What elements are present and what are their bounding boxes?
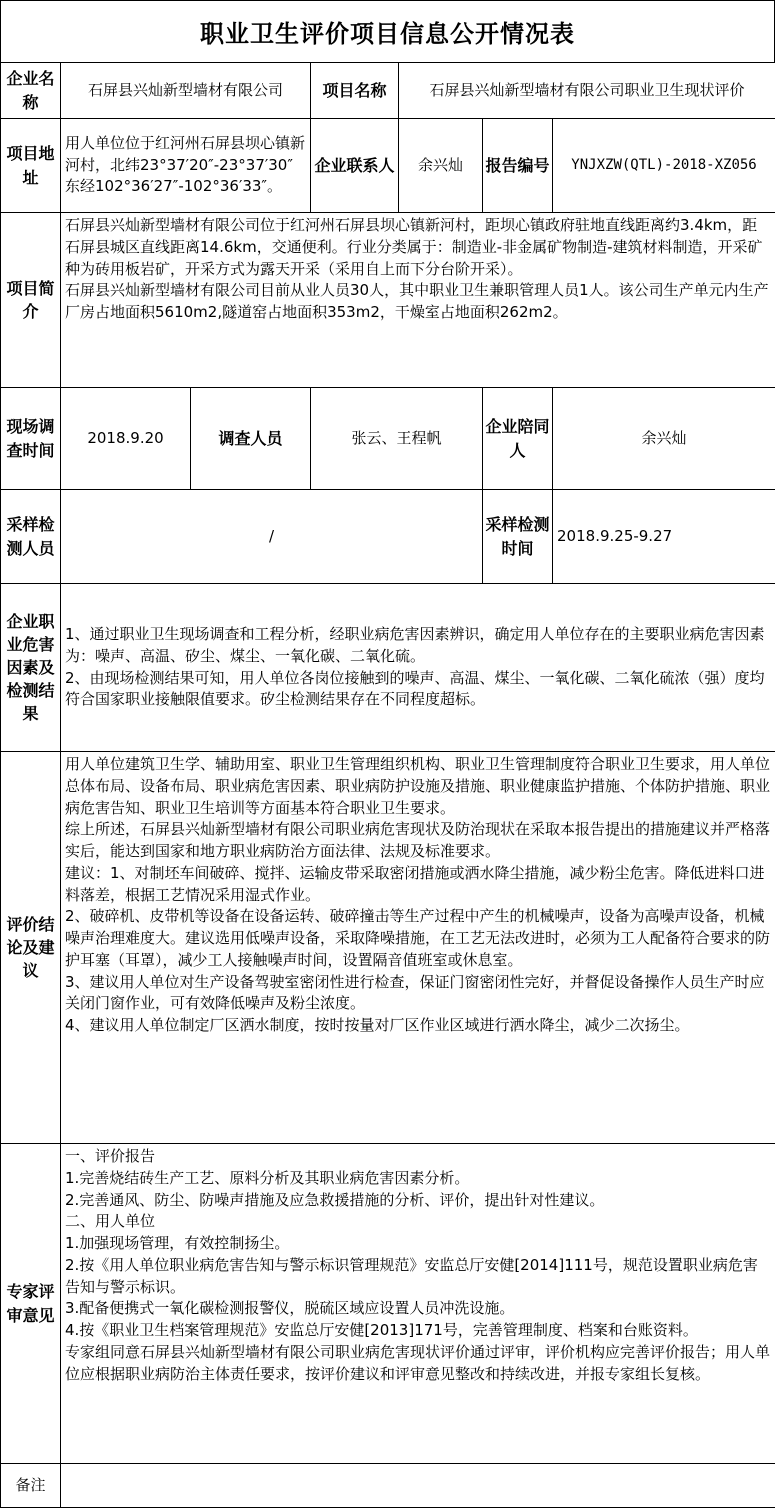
survey-time-label: 现场调查时间 [1, 388, 61, 490]
surveyor-value: 张云、王程帆 [311, 388, 483, 490]
conclusion-paragraph: 3、建议用人单位对生产设备驾驶室密闭性进行检查，保证门窗密闭性完好，并督促设备操作人员生产时应关闭门窗作业，可有效降低噪声及粉尘浓度。 [65, 972, 765, 1013]
row-sampling [1, 490, 775, 584]
expert-paragraph: 一、评价报告 [65, 1147, 156, 1165]
hazards-text [61, 584, 775, 752]
project-name-label: 项目名称 [311, 63, 399, 119]
remark-value [61, 1464, 775, 1508]
row-survey [1, 388, 775, 490]
expert-paragraph: 2.完善通风、防尘、防噪声措施及应急救援措施的分析、评价，提出针对性建议。 [65, 1190, 605, 1209]
conclusion-paragraph: 建议：1、对制坯车间破碎、搅拌、运输皮带采取密闭措施或洒水降尘措施，减少粉尘危害。降低进料口进料落差，根据工艺情况采用湿式作业。 [65, 863, 765, 904]
conclusion-paragraph: 2、破碎机、皮带机等设备在设备运转、破碎撞击等生产过程中产生的机械噪声，设备为高噪声设备，机械噪声治理难度大。建议选用低噪声设备，采取降噪措施，在工艺无法改进时，必须为工人配备符合要求的防护耳塞（耳罩），减少工人接触噪声时间，设置隔音值班室或休息室。 [65, 907, 771, 969]
hazards-label: 企业职业危害因素及检测结果 [1, 584, 61, 752]
project-address-value: 用人单位位于红河州石屏县坝心镇新河村，北纬23°37′20″-23°37′30″ 东经102°36′27″-102°36′33″。 [61, 119, 311, 213]
report-number-value: YNJXZW(QTL)-2018-XZ056 [553, 119, 775, 213]
project-intro-label: 项目简介 [1, 213, 61, 388]
remark-label: 备注 [1, 1464, 61, 1508]
report-number-label: 报告编号 [483, 119, 553, 213]
company-escort-label: 企业陪同人 [483, 388, 553, 490]
conclusion-paragraph: 用人单位建筑卫生学、辅助用室、职业卫生管理组织机构、职业卫生管理制度符合职业卫生要求，用人单位总体布局、设备布局、职业病危害因素、职业病防护设施及措施、职业健康监护措施、个体防护措施、职业病危害告知、职业卫生培训等方面基本符合职业卫生要求。 [65, 755, 771, 817]
sampling-staff-value: / [61, 490, 483, 584]
company-name-value: 石屏县兴灿新型墙材有限公司 [61, 63, 311, 119]
expert-paragraph: 1.加强现场管理，有效控制扬尘。 [65, 1234, 290, 1252]
row-address [1, 119, 775, 213]
row-conclusion [1, 752, 775, 1144]
intro-paragraph: 石屏县兴灿新型墙材有限公司目前从业人员30人，其中职业卫生兼职管理人员1人。该公司生产单元内生产厂房占地面积5610m2,隧道窑占地面积353m2，干燥室占地面积262m2。 [65, 281, 769, 321]
expert-paragraph: 1.完善烧结砖生产工艺、原料分析及其职业病危害因素分析。 [65, 1168, 470, 1187]
expert-paragraph: 二、用人单位 [65, 1212, 156, 1231]
project-address-label: 项目地址 [1, 119, 61, 213]
conclusion-paragraph: 4、建议用人单位制定厂区洒水制度，按时按量对厂区作业区域进行洒水降尘，减少二次扬尘。 [65, 1016, 690, 1034]
company-name-label: 企业名称 [1, 63, 61, 119]
intro-paragraph: 石屏县兴灿新型墙材有限公司位于红河州石屏县坝心镇新河村，距坝心镇政府驻地直线距离约3.4km，距石屏县城区直线距离14.6km，交通便利。行业分类属于：制造业-非金属矿物制造-建筑材料制造，开采矿种为砖用板岩矿，开采方式为露天开采（采用自上而下分台阶开采）。 [65, 216, 763, 278]
row-hazards [1, 584, 775, 752]
expert-review-label: 专家评审意见 [1, 1144, 61, 1464]
company-contact-label: 企业联系人 [311, 119, 399, 213]
conclusion-label: 评价结论及建议 [1, 752, 61, 1144]
row-company [1, 63, 775, 119]
survey-time-value: 2018.9.20 [61, 388, 191, 490]
sampling-time-label: 采样检测时间 [483, 490, 553, 584]
project-name-value: 石屏县兴灿新型墙材有限公司职业卫生现状评价 [399, 63, 775, 119]
sampling-time-value: 2018.9.25-9.27 [553, 490, 775, 584]
conclusion-paragraph: 综上所述，石屏县兴灿新型墙材有限公司职业病危害现状及防治现状在采取本报告提出的措施建议并严格落实后，能达到国家和地方职业病防治方面法律、法规及标准要求。 [65, 820, 771, 860]
expert-review-text [61, 1144, 775, 1464]
expert-paragraph: 2.按《用人单位职业病危害告知与警示标识管理规范》安监总厅安健[2014]111号，规范设置职业病危害告知与警示标识。 [65, 1255, 758, 1296]
row-intro [1, 213, 775, 388]
conclusion-text [61, 752, 775, 1144]
row-remark [1, 1464, 775, 1508]
hazards-paragraph: 2、由现场检测结果可知，用人单位各岗位接触到的噪声、高温、煤尘、一氧化碳、二氧化硫浓（强）度均符合国家职业接触限值要求。矽尘检测结果存在不同程度超标。 [65, 668, 765, 709]
hazards-paragraph: 1、通过职业卫生现场调查和工程分析，经职业病危害因素辨识，确定用人单位存在的主要职业病危害因素为：噪声、高温、矽尘、煤尘、一氧化碳、二氧化硫。 [65, 625, 765, 665]
surveyor-label: 调查人员 [191, 388, 311, 490]
project-intro-text [61, 213, 775, 388]
company-escort-value: 余兴灿 [553, 388, 775, 490]
page-title: 职业卫生评价项目信息公开情况表 [0, 0, 775, 62]
expert-paragraph: 4.按《职业卫生档案管理规范》安监总厅安健[2013]171号，完善管理制度、档案和台账资料。 [65, 1321, 698, 1339]
row-expert [1, 1144, 775, 1464]
sampling-staff-label: 采样检测人员 [1, 490, 61, 584]
info-table [0, 62, 775, 1508]
company-contact-value: 余兴灿 [399, 119, 483, 213]
expert-paragraph: 专家组同意石屏县兴灿新型墙材有限公司职业病危害现状评价通过评审，评价机构应完善评价报告；用人单位应根据职业病防治主体责任要求，按评价建议和评审意见整改和持续改进，并报专家组长复核。 [65, 1342, 771, 1383]
expert-paragraph: 3.配备便携式一氧化碳检测报警仪，脱硫区域应设置人员冲洗设施。 [65, 1299, 515, 1318]
